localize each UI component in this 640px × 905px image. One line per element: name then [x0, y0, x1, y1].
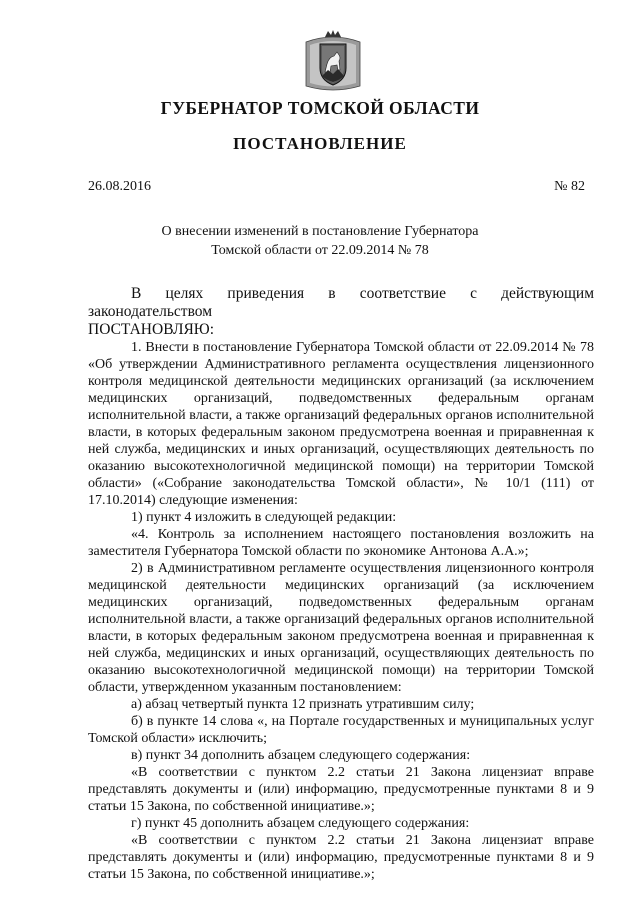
paragraph: «В соответствии с пунктом 2.2 статьи 21 Закона лицензиат вправе представлять документы и (или) информацию, предусмотренные пунктами 8 и 9 статьи 15 Закона, по собственной инициативе.»; [88, 833, 594, 882]
paragraph: 2) в Административном регламенте осуществления лицензионного контроля медицинской деятельности медицинских организаций (за исключением медицинских организаций, подведомственных федеральным органам исполнительной власти, а также организаций федеральных органов исполнительной власти, в которых федеральным законом предусмотрена военная и приравненная к ней служба, медицинских и иных организаций, осуществляющих деятельность по оказанию высокотехнологичной медицинской помощи) на территории Томской области, утвержденном указанным постановлением: [88, 561, 594, 695]
coat-of-arms-icon [300, 28, 366, 94]
paragraph: г) пункт 45 дополнить абзацем следующего содержания: [131, 816, 470, 831]
paragraph: в) пункт 34 дополнить абзацем следующего содержания: [131, 748, 471, 763]
paragraph: 1. Внести в постановление Губернатора Томской области от 22.09.2014 № 78 «Об утверждении Административного регламента осуществления лицензионного контроля медицинской деятельности медицинских организаций (за исключением медицинских организаций, подведомственных федеральным органам исполнительной власти, а также организаций федеральных органов исполнительной власти, в которых федеральным законом предусмотрена военная и приравненная к ней служба, медицинских и иных организаций, осуществляющих деятельность по оказанию высокотехнологичной медицинской помощи) на территории Томской области» («Собрание законодательства Томской области», № 10/1 (111) от 17.10.2014) следующие изменения: [88, 340, 594, 508]
paragraph: «4. Контроль за исполнением настоящего постановления возложить на заместителя Губернатора Томской области по экономике Антонова А.А.»; [88, 527, 594, 559]
paragraph: «В соответствии с пунктом 2.2 статьи 21 Закона лицензиат вправе представлять документы и (или) информацию, предусмотренные пунктами 8 и 9 статьи 15 Закона, по собственной инициативе.»; [88, 765, 594, 814]
preamble: В целях приведения в соответствие с действующим законодательством [88, 285, 594, 320]
paragraph: а) абзац четвертый пункта 12 признать утратившим силу; [131, 697, 475, 712]
document-subject [0, 222, 640, 260]
document-type: ПОСТАНОВЛЕНИЕ [233, 134, 407, 153]
document-body [88, 285, 594, 883]
document-date: 26.08.2016 [88, 179, 151, 194]
subject-line: О внесении изменений в постановление Губернатора [161, 224, 479, 239]
paragraph: 1) пункт 4 изложить в следующей редакции: [131, 510, 397, 525]
document-number: № 82 [554, 179, 585, 194]
subject-line: Томской области от 22.09.2014 № 78 [211, 243, 429, 258]
organization-title: ГУБЕРНАТОР ТОМСКОЙ ОБЛАСТИ [160, 98, 480, 118]
decree-word: ПОСТАНОВЛЯЮ: [88, 321, 215, 338]
paragraph: б) в пункте 14 слова «, на Портале государственных и муниципальных услуг Томской области» исключить; [88, 714, 594, 746]
